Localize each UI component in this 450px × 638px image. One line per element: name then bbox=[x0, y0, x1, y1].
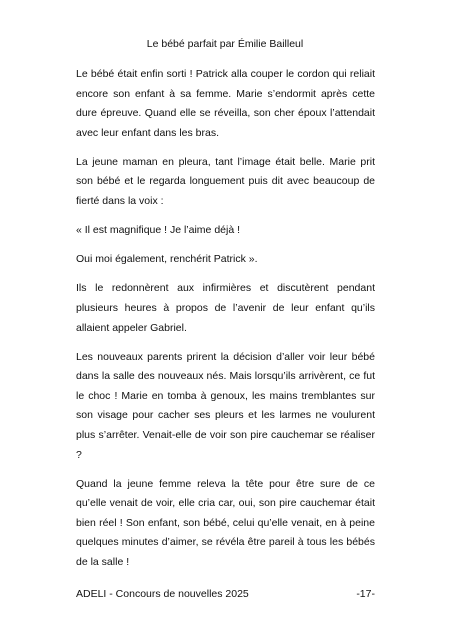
paragraph: Les nouveaux parents prirent la décision d’aller voir leur bébé dans la salle des nouveaux nés. Mais lorsqu’ils arrivèrent, ce fut le choc ! Marie en tomba à genoux, les mains tremblantes sur son visage pour cacher ses pleurs et les larmes ne voulurent plus s’arrêter. Venait-elle de voir son pire cauchemar se réaliser ? bbox=[76, 350, 375, 461]
story-body bbox=[76, 65, 375, 582]
paragraph: Le bébé était enfin sorti ! Patrick alla couper le cordon qui reliait encore son enfant à sa femme. Marie s’endormit après cette dure épreuve. Quand elle se réveilla, son cher époux l’attendait avec leur enfant dans les bras. bbox=[76, 68, 375, 139]
paragraph: Oui moi également, renchérit Patrick ». bbox=[76, 253, 258, 266]
footer-publication: ADELI - Concours de nouvelles 2025 bbox=[76, 588, 249, 600]
paragraph: « Il est magnifique ! Je l’aime déjà ! bbox=[76, 224, 241, 237]
story-title: Le bébé parfait par Émilie Bailleul bbox=[146, 38, 304, 50]
paragraph: Quand la jeune femme releva la tête pour être sure de ce qu’elle venait de voir, elle cria car, oui, son pire cauchemar était bien réel ! Son enfant, son bébé, celui qu’elle venait, en à peine quelques minutes d’aimer, se révéla être pareil à tous les bébés de la salle ! bbox=[76, 477, 375, 569]
page-number: -17- bbox=[356, 588, 375, 600]
paragraph: La jeune maman en pleura, tant l’image était belle. Marie prit son bébé et le regarda longuement puis dit avec beaucoup de fierté dans la voix : bbox=[76, 155, 375, 208]
paragraph: Ils le redonnèrent aux infirmières et discutèrent pendant plusieurs heures à propos de l’avenir de leur enfant qu’ils allaient appeler Gabriel. bbox=[76, 282, 375, 334]
